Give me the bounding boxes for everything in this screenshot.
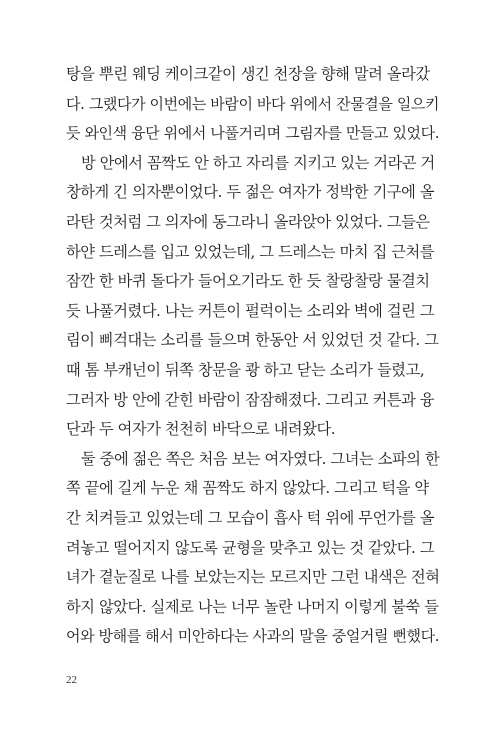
text-line: 듯 와인색 융단 위에서 나풀거리며 그림자를 만들고 있었다. xyxy=(66,124,440,143)
text-line: 때 톰 부캐넌이 뒤쪽 창문을 쾅 하고 닫는 소리가 들렸고, xyxy=(66,360,425,379)
text-line: 잠깐 한 바퀴 돌다가 들어오기라도 한 듯 찰랑찰랑 물결치 xyxy=(66,272,430,291)
text-line: 다. 그랬다가 이번에는 바람이 바다 위에서 잔물결을 일으키 xyxy=(66,94,440,113)
text-line: 단과 두 여자가 천천히 바닥으로 내려왔다. xyxy=(66,420,336,439)
text-line: 듯 나풀거렸다. 나는 커튼이 펄럭이는 소리와 벽에 걸린 그 xyxy=(66,301,435,320)
page-number: 22 xyxy=(66,674,77,686)
body-text xyxy=(66,60,440,652)
text-line: 어와 방해를 해서 미안하다는 사과의 말을 중얼거릴 뻔했다. xyxy=(66,627,440,646)
text-line: 라탄 것처럼 그 의자에 동그라니 올라앉아 있었다. 그들은 xyxy=(66,212,430,231)
text-line: 그러자 방 안에 갇힌 바람이 잠잠해졌다. 그리고 커튼과 융 xyxy=(66,390,435,409)
text-line: 쪽 끝에 길게 누운 채 꼼짝도 하지 않았다. 그리고 턱을 약 xyxy=(66,479,429,498)
paragraph-first-line: 방 안에서 꼼짝도 안 하고 자리를 지키고 있는 거라곤 거 xyxy=(81,153,435,172)
text-line: 녀가 곁눈질로 나를 보았는지는 모르지만 그런 내색은 전혀 xyxy=(66,568,440,587)
text-line: 려놓고 떨어지지 않도록 균형을 맞추고 있는 것 같았다. 그 xyxy=(66,538,435,557)
text-line: 탕을 뿌린 웨딩 케이크같이 생긴 천장을 향해 말려 올라갔 xyxy=(66,65,430,83)
text-line: 창하게 긴 의자뿐이었다. 두 젊은 여자가 정박한 기구에 올 xyxy=(66,183,435,202)
text-line: 하얀 드레스를 입고 있었는데, 그 드레스는 마치 집 근처를 xyxy=(66,242,435,261)
text-line: 림이 삐걱대는 소리를 들으며 한동안 서 있었던 것 같다. 그 xyxy=(66,331,439,350)
text-line: 간 치켜들고 있었는데 그 모습이 흡사 턱 위에 무언가를 올 xyxy=(66,508,435,527)
paragraph-first-line: 둘 중에 젊은 쪽은 처음 보는 여자였다. 그녀는 소파의 한 xyxy=(81,449,440,468)
text-line: 하지 않았다. 실제로 나는 너무 놀란 나머지 이렇게 불쑥 들 xyxy=(66,597,439,616)
